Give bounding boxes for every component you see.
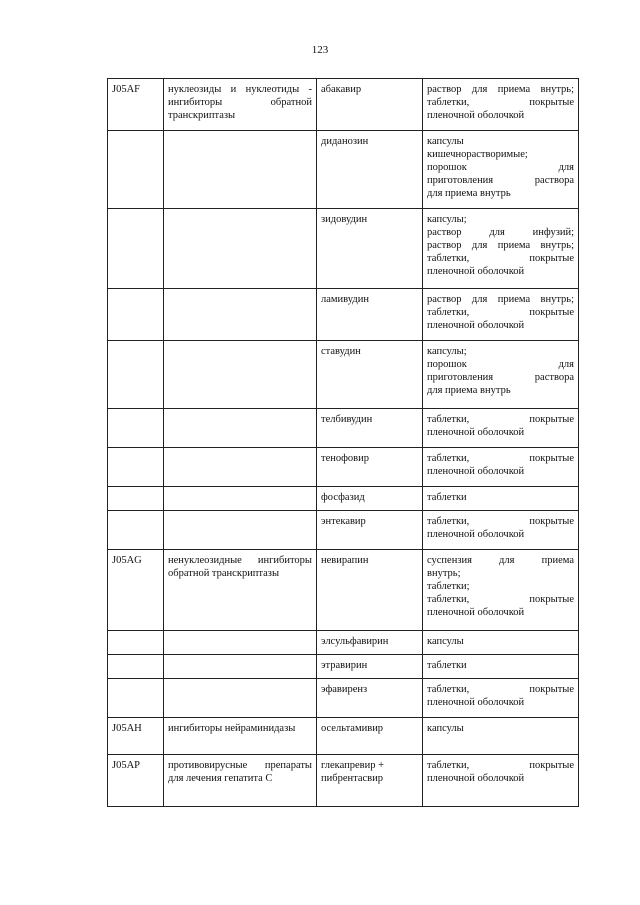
table-row: [108, 631, 579, 655]
dosage-form-line: пленочной оболочкой: [427, 110, 525, 121]
dosage-form-cell: [423, 631, 579, 655]
atc-code-cell: [108, 631, 164, 655]
group-cell: [164, 718, 317, 755]
drug-cell: [317, 755, 423, 807]
dosage-form-line: приготовления раствора: [427, 372, 574, 383]
group-cell: [164, 79, 317, 131]
dosage-form-line: таблетки, покрытые: [427, 453, 574, 464]
pharmacological-group: нуклеозиды и нуклеотиды - ингибиторы обратной транскриптазы: [168, 84, 312, 121]
drug-name: абакавир: [321, 84, 362, 95]
dosage-form-line: суспензия для приема: [427, 555, 574, 566]
dosage-form-line: пленочной оболочкой: [427, 427, 525, 438]
page-number: 123: [311, 44, 329, 56]
drug-cell: [317, 289, 423, 341]
drug-cell: [317, 655, 423, 679]
dosage-form-line: таблетки, покрытые: [427, 684, 574, 695]
drug-cell: [317, 631, 423, 655]
group-cell: [164, 679, 317, 718]
dosage-form-line: таблетки, покрытые: [427, 594, 574, 605]
drug-name: зидовудин: [321, 214, 368, 225]
dosage-form-line: таблетки, покрытые: [427, 516, 574, 527]
dosage-form-cell: [423, 755, 579, 807]
dosage-form-line: раствор для приема внутрь;: [427, 84, 574, 95]
dosage-form-line: пленочной оболочкой: [427, 266, 525, 277]
dosage-form-line: порошок для: [427, 359, 574, 370]
dosage-form-cell: [423, 79, 579, 131]
drug-name: глекапревир + пибрентасвир: [321, 760, 385, 784]
dosage-form-cell: [423, 289, 579, 341]
atc-code-cell: [108, 550, 164, 631]
dosage-form-cell: [423, 341, 579, 409]
dosage-form-cell: [423, 448, 579, 487]
dosage-form-cell: [423, 487, 579, 511]
dosage-form-cell: [423, 655, 579, 679]
dosage-form-line: капсулы;: [427, 214, 467, 225]
dosage-form-cell: [423, 718, 579, 755]
group-cell: [164, 341, 317, 409]
atc-code-cell: [108, 341, 164, 409]
dosage-form-line: приготовления раствора: [427, 175, 574, 186]
atc-code-cell: [108, 448, 164, 487]
drug-cell: [317, 131, 423, 209]
drug-name: осельтамивир: [321, 723, 384, 734]
atc-code-cell: [108, 131, 164, 209]
drug-name: ставудин: [321, 346, 361, 357]
dosage-form-cell: [423, 679, 579, 718]
dosage-form-line: для приема внутрь: [427, 385, 511, 396]
table-row: [108, 487, 579, 511]
table-row: [108, 448, 579, 487]
dosage-form-line: пленочной оболочкой: [427, 607, 525, 618]
dosage-form-line: пленочной оболочкой: [427, 773, 525, 784]
dosage-form-line: раствор для приема внутрь;: [427, 294, 574, 305]
atc-code-cell: [108, 511, 164, 550]
atc-code-cell: [108, 209, 164, 289]
drug-name: тенофовир: [321, 453, 369, 464]
drug-name: эфавиренз: [321, 684, 368, 695]
atc-code-cell: [108, 718, 164, 755]
atc-code-cell: [108, 655, 164, 679]
dosage-form-cell: [423, 131, 579, 209]
table-row: [108, 289, 579, 341]
dosage-form-line: таблетки: [427, 660, 467, 671]
table-row: [108, 550, 579, 631]
group-cell: [164, 487, 317, 511]
dosage-form-cell: [423, 409, 579, 448]
group-cell: [164, 655, 317, 679]
group-cell: [164, 409, 317, 448]
dosage-form-line: пленочной оболочкой: [427, 529, 525, 540]
dosage-form-line: таблетки, покрытые: [427, 760, 574, 771]
drug-name: невирапин: [321, 555, 369, 566]
drug-cell: [317, 209, 423, 289]
dosage-form-line: кишечнорастворимые;: [427, 149, 528, 160]
group-cell: [164, 511, 317, 550]
dosage-form-line: капсулы: [427, 636, 464, 647]
pharmacological-group: ингибиторы нейраминидазы: [168, 723, 296, 734]
atc-code-cell: [108, 289, 164, 341]
drug-cell: [317, 341, 423, 409]
group-cell: [164, 448, 317, 487]
drug-name: элсульфавирин: [321, 636, 389, 647]
group-cell: [164, 289, 317, 341]
dosage-form-line: таблетки, покрытые: [427, 97, 574, 108]
pharmacological-group: противовирусные препараты для лечения гепатита С: [168, 760, 312, 784]
drug-name: диданозин: [321, 136, 369, 147]
table-body: [108, 79, 579, 807]
drug-cell: [317, 511, 423, 550]
pharmacological-group: ненуклеозидные ингибиторы обратной транскриптазы: [168, 555, 312, 579]
dosage-form-line: таблетки, покрытые: [427, 253, 574, 264]
table-row: [108, 718, 579, 755]
dosage-form-cell: [423, 550, 579, 631]
group-cell: [164, 131, 317, 209]
dosage-form-cell: [423, 511, 579, 550]
atc-code: J05AF: [112, 84, 141, 95]
group-cell: [164, 209, 317, 289]
table-row: [108, 131, 579, 209]
dosage-form-line: внутрь;: [427, 568, 461, 579]
dosage-form-line: раствор для инфузий;: [427, 227, 574, 238]
drug-name: этравирин: [321, 660, 368, 671]
drug-cell: [317, 550, 423, 631]
atc-code-cell: [108, 679, 164, 718]
atc-code-cell: [108, 79, 164, 131]
atc-code-cell: [108, 487, 164, 511]
table-row: [108, 209, 579, 289]
drug-cell: [317, 718, 423, 755]
drug-name: ламивудин: [321, 294, 369, 305]
group-cell: [164, 755, 317, 807]
table-row: [108, 679, 579, 718]
dosage-form-line: капсулы: [427, 723, 464, 734]
atc-code: J05AG: [112, 555, 142, 566]
dosage-form-line: капсулы;: [427, 346, 467, 357]
drug-cell: [317, 448, 423, 487]
dosage-form-line: таблетки, покрытые: [427, 414, 574, 425]
drug-name: фосфазид: [321, 492, 365, 503]
drug-table: [107, 78, 579, 807]
dosage-form-line: таблетки;: [427, 581, 470, 592]
dosage-form-line: пленочной оболочкой: [427, 466, 525, 477]
atc-code: J05AP: [112, 760, 141, 771]
dosage-form-line: таблетки: [427, 492, 467, 503]
dosage-form-line: пленочной оболочкой: [427, 697, 525, 708]
table-row: [108, 341, 579, 409]
table-row: [108, 511, 579, 550]
drug-cell: [317, 79, 423, 131]
table-row: [108, 755, 579, 807]
dosage-form-line: капсулы: [427, 136, 464, 147]
drug-name: энтекавир: [321, 516, 366, 527]
dosage-form-cell: [423, 209, 579, 289]
drug-cell: [317, 409, 423, 448]
atc-code-cell: [108, 409, 164, 448]
table-row: [108, 79, 579, 131]
dosage-form-line: таблетки, покрытые: [427, 307, 574, 318]
atc-code-cell: [108, 755, 164, 807]
atc-code: J05AH: [112, 723, 142, 734]
dosage-form-line: пленочной оболочкой: [427, 320, 525, 331]
drug-cell: [317, 679, 423, 718]
drug-cell: [317, 487, 423, 511]
dosage-form-line: для приема внутрь: [427, 188, 511, 199]
table-row: [108, 655, 579, 679]
table-row: [108, 409, 579, 448]
drug-name: телбивудин: [321, 414, 373, 425]
dosage-form-line: порошок для: [427, 162, 574, 173]
dosage-form-line: раствор для приема внутрь;: [427, 240, 574, 251]
group-cell: [164, 631, 317, 655]
group-cell: [164, 550, 317, 631]
